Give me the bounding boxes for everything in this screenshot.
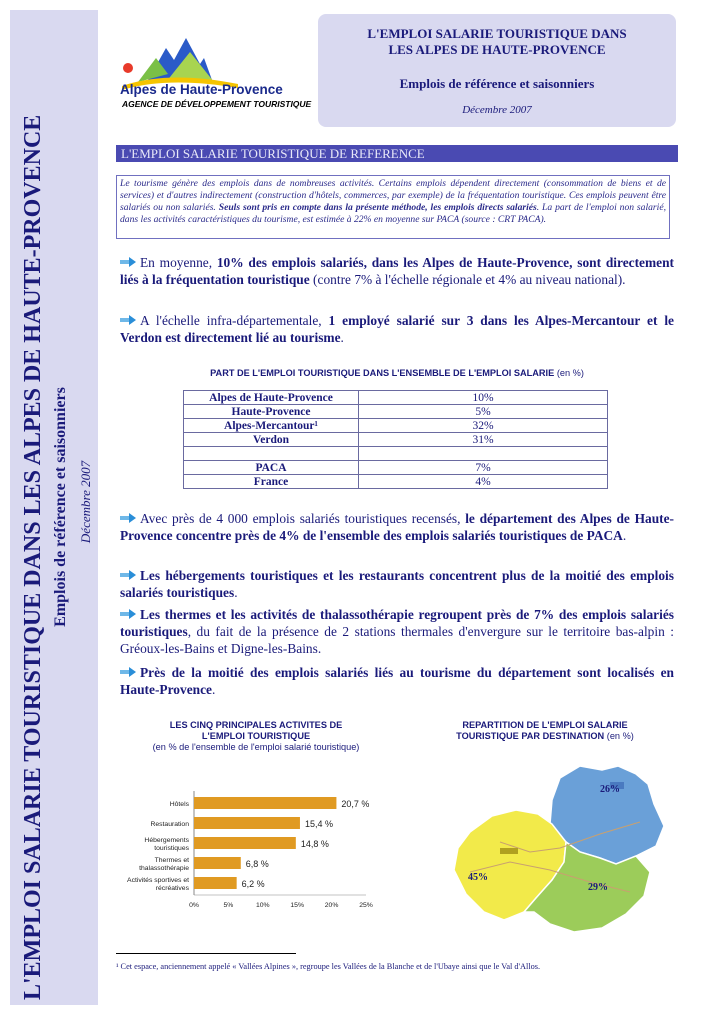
table-cell-label: Alpes de Haute-Provence [184,391,359,405]
paragraph-1 [120,254,674,288]
header-title [318,26,676,58]
table-row [184,447,608,461]
table-cell-value: 10% [359,391,608,405]
p2-bold: 1 employé salarié sur 3 dans les Alpes-Mercantour et le Verdon est directement lié au tourisme [120,313,674,345]
arrow-right-icon [120,513,137,523]
category-label: Activités sportives et [127,877,189,884]
arrow-right-icon [120,257,137,267]
footnote-rule [116,953,296,954]
sidebar-title: L'EMPLOI SALARIE TOURISTIQUE DANS LES ALPES DE HAUTE-PROVENCE [20,114,46,1000]
intro-bold: Seuls sont pris en compte dans la présente méthode, les emplois directs salariés [218,202,537,213]
p3-text: Avec près de 4 000 emplois salariés touristiques recensés, [140,511,466,526]
map-title-line2-wrap [410,731,680,742]
p2-text-end: . [340,330,344,345]
table-cell-value: 32% [359,419,608,433]
arrow-right-icon [120,609,137,619]
table-row [184,461,608,475]
bar-chart-subtitle: (en % de l'ensemble de l'emploi salarié touristique) [152,742,360,752]
bar-chart-title [116,720,396,753]
table-cell-value [359,447,608,461]
sidebar-subtitle: Emplois de référence et saisonniers [52,387,69,627]
bar [194,817,300,829]
map-title-unit: (en %) [606,731,634,741]
logo-agency: AGENCE DE DÉVELOPPEMENT TOURISTIQUE [122,99,312,109]
header-subtitle: Emplois de référence et saisonniers [399,76,595,91]
p1-text: En moyenne, [140,255,217,270]
intro-text-2: . La part de l'emploi non salarié, dans les activités caractéristiques du tourisme, est estimée à 22% en moyenne sur PACA (source : CRT PACA). [120,202,666,225]
p6-text-end: . [211,682,216,697]
arrow-right-icon [120,315,137,325]
table-cell-label: Verdon [184,433,359,447]
intro-box [116,175,670,239]
category-label: Hôtels [169,801,189,808]
bar [194,857,241,869]
header-title-line1: L'EMPLOI SALARIE TOURISTIQUE DANS [367,26,627,41]
intro-text-1: Le tourisme génère des emplois dans de nombreuses activités. Certains emplois dépendent directement (consommation de biens et de services) et d'autres indirectement (construction d'hôtels, commerces, par exemple) de la fréquentation touristique. Ces emplois peuvent être salariés ou non salariés. [120,178,666,213]
table-cell-label: France [184,475,359,489]
map-title-line1: REPARTITION DE L'EMPLOI SALARIE [462,720,628,730]
p6-bold: Près de la moitié des emplois salariés liés au tourisme du département sont localisés en Haute-Provence [120,665,674,697]
table-row [184,419,608,433]
map-title-line2: TOURISTIQUE PAR DESTINATION [456,731,605,741]
table-row [184,405,608,419]
category-label: touristiques [154,845,189,852]
table-cell-value: 7% [359,461,608,475]
x-tick-label: 0% [189,902,199,909]
p1-bold: 10% des emplois salariés, dans les Alpes de Haute-Provence, sont directement liés à la fréquentation touristique [120,255,674,287]
share-table [183,390,608,489]
x-tick-label: 20% [324,902,339,909]
x-tick-label: 25% [359,902,373,909]
arrow-right-icon [120,667,137,677]
category-label: Hébergements [144,837,189,844]
p2-text: A l'échelle infra-départementale, [140,313,329,328]
map-label-haute-provence: 45% [468,872,488,883]
table-title [116,368,678,378]
paragraph-5 [120,606,674,657]
bar-value-label: 20,7 % [341,799,370,809]
paragraph-2 [120,312,674,346]
table-cell-value: 5% [359,405,608,419]
paragraph-4 [120,567,674,601]
x-tick-label: 10% [255,902,270,909]
paragraph-3 [120,510,674,544]
p1-text-end: (contre 7% à l'échelle régionale et 4% au niveau national). [309,272,626,287]
bar [194,837,296,849]
table-cell-value: 31% [359,433,608,447]
table-cell-label: PACA [184,461,359,475]
bar-value-label: 6,2 % [241,879,265,889]
table-unit: (en %) [556,368,584,378]
table-row [184,475,608,489]
category-label: thalassothérapie [139,865,189,872]
x-tick-label: 5% [223,902,234,909]
table-title-text: PART DE L'EMPLOI TOURISTIQUE DANS L'ENSEMBLE DE L'EMPLOI SALARIE [210,368,555,378]
p5-bold: Les thermes et les activités de thalassothérapie regroupent près de 7% des emplois salariés touristiques [120,607,674,639]
table-cell-label: Alpes-Mercantour¹ [184,419,359,433]
table-row [184,433,608,447]
logo-mountain-icon [108,30,308,110]
p4-text-end: . [234,585,238,600]
p3-bold: le département des Alpes de Haute-Provence concentre près de 4% de l'ensemble des emplois salariés touristiques de PACA [120,511,675,543]
p5-text-end: , du fait de la présence de 2 stations thermales d'envergure sur le territoire bas-alpin : Gréoux-les-Bains et Digne-les-Bains. [120,624,674,656]
table-cell-label: Haute-Provence [184,405,359,419]
table-cell-label [184,447,359,461]
bar-value-label: 6,8 % [245,859,269,869]
map-title [410,720,680,742]
destination-map [440,752,680,944]
bar-chart [116,785,381,920]
p4-bold: Les hébergements touristiques et les restaurants concentrent plus de la moitié des emplois salariés touristiques [120,568,674,600]
bar-chart-title-line1: LES CINQ PRINCIPALES ACTIVITES DE [169,720,343,730]
sidebar-date: Décembre 2007 [78,460,93,544]
arrow-right-icon [120,570,137,580]
section-title: L'EMPLOI SALARIE TOURISTIQUE DE REFERENCE [116,145,678,162]
footnote: ¹ Cet espace, anciennement appelé « Vallées Alpines », regroupe les Vallées de la Blanche et de l'Ubaye ainsi que le Val d'Allos. [116,962,541,971]
category-label: Thermes et [154,857,189,864]
x-tick-label: 15% [290,902,305,909]
bar [194,797,336,809]
bar [194,877,237,889]
header-title-line2: LES ALPES DE HAUTE-PROVENCE [388,42,606,57]
category-label: Restauration [150,821,189,828]
table-cell-value: 4% [359,475,608,489]
map-label-verdon: 29% [588,882,608,893]
bar-chart-title-line2: L'EMPLOI TOURISTIQUE [201,731,311,741]
paragraph-6 [120,664,674,698]
bar-value-label: 14,8 % [300,839,329,849]
p3-text-end: . [622,528,627,543]
logo-name: Alpes de Haute-Provence [120,82,283,97]
category-label: récréatives [155,885,189,892]
map-label-mercantour: 26% [600,784,620,795]
table-row [184,391,608,405]
bar-value-label: 15,4 % [304,819,333,829]
header-date: Décembre 2007 [462,104,532,116]
